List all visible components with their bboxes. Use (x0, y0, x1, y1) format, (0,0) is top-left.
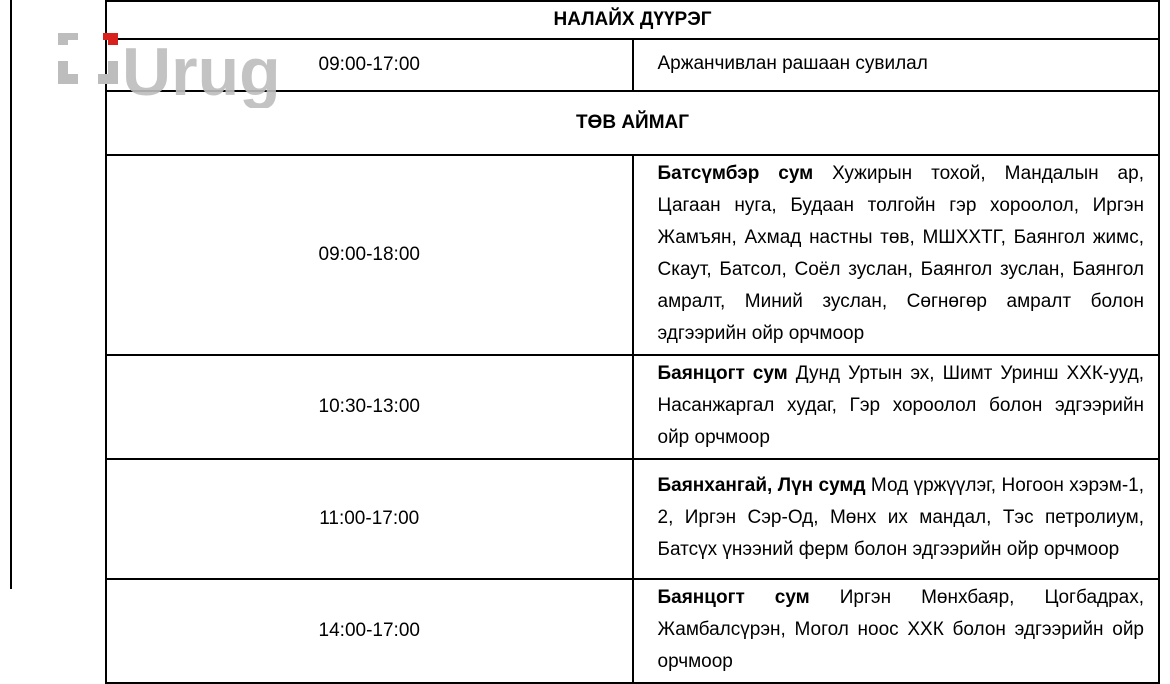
table-row (106, 579, 1159, 683)
location-cell (633, 579, 1160, 683)
table-row (106, 355, 1159, 459)
location-cell (633, 355, 1160, 459)
section-title: ТӨВ АЙМАГ (106, 91, 1159, 155)
time-cell: 11:00-17:00 (106, 459, 633, 579)
location-list: Иргэн Мөнхбаяр, Цогбадрах, Жамбалсүрэн, Могол ноос ХХК болон эдгээрийн ойр орчмоор (657, 587, 1145, 672)
location-cell (633, 39, 1160, 91)
location-cell (633, 155, 1160, 355)
time-cell: 09:00-17:00 (106, 39, 633, 91)
district-name: Баянцогт сум (657, 363, 788, 384)
location-list: Дунд Уртын эх, Шимт Уринш ХХК-ууд, Насанжаргал худаг, Гэр хороолол болон эдгээрийн ойр орчмоор (657, 363, 1144, 448)
left-border-rule (10, 0, 12, 589)
logo-text: Urug (122, 34, 281, 108)
location-list: Хужирын тохой, Мандалын ар, Цагаан нуга, Будаан толгойн гэр хороолол, Иргэн Жамъян, Ахмад настны төв, МШХХТГ, Баянгол жимс, Скаут, Батсол, Соёл зуслан, Баянгол зуслан, Баянгол амралт, Миний зуслан, Сөгнөгөр амралт болон эдгээрийн ойр орчмоор (657, 163, 1144, 344)
time-cell: 10:30-13:00 (106, 355, 633, 459)
location-list: Аржанчивлан рашаан сувилал (657, 53, 928, 74)
location-cell (633, 459, 1160, 579)
bracket-mark-icon (63, 35, 113, 79)
district-name: Батсүмбэр сум (657, 163, 814, 184)
urug-watermark-logo (58, 33, 298, 108)
district-name: Баянхангай, Лүн сумд (657, 475, 866, 496)
section-title: НАЛАЙХ ДҮҮРЭГ (106, 1, 1159, 39)
district-name: Баянцогт сум (657, 587, 810, 608)
table-row (106, 459, 1159, 579)
time-cell: 14:00-17:00 (106, 579, 633, 683)
location-list: Мод үржүүлэг, Ногоон хэрэм-1, 2, Иргэн Сэр-Од, Мөнх их мандал, Тэс петролиум, Батсүх үнээний ферм болон эдгээрийн ойр орчмоор (657, 475, 1144, 560)
table-row (106, 155, 1159, 355)
time-cell: 09:00-18:00 (106, 155, 633, 355)
